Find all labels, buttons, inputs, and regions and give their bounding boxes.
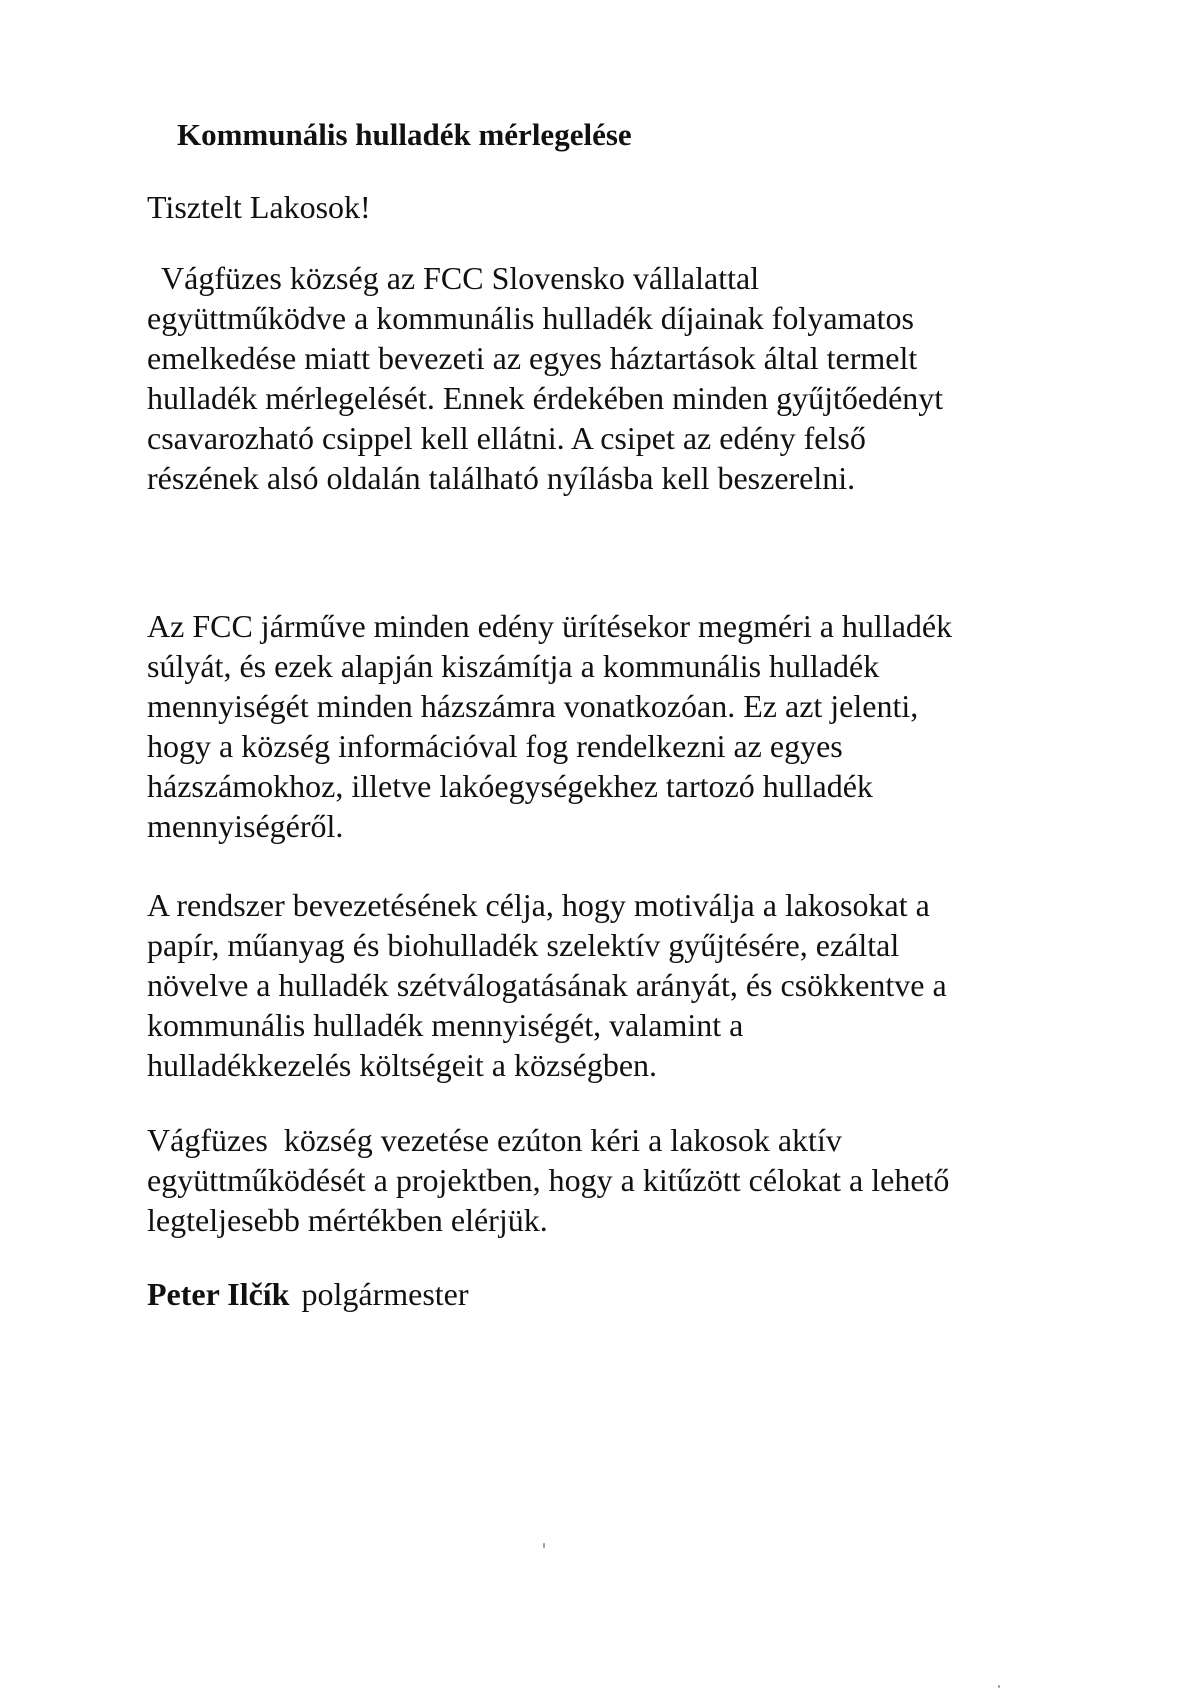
paragraph-line: hulladék mérlegelését. Ennek érdekében minden gyűjtőedényt — [147, 380, 944, 416]
paragraph-line: Vágfüzes község vezetése ezúton kéri a lakosok aktív — [147, 1122, 842, 1158]
signature — [147, 1274, 469, 1314]
paragraph-line: részének alsó oldalán található nyílásba kell beszerelni. — [147, 460, 856, 496]
paragraph-line: A rendszer bevezetésének célja, hogy motiválja a lakosokat a — [147, 887, 930, 923]
salutation: Tisztelt Lakosok! — [147, 189, 371, 225]
paragraph-line: növelve a hulladék szétválogatásának arányát, és csökkentve a — [147, 967, 947, 1003]
paragraph-2 — [147, 606, 952, 846]
paragraph-line: Az FCC járműve minden edény ürítésekor megméri a hulladék — [147, 608, 953, 644]
paragraph-line: együttműködve a kommunális hulladék díjainak folyamatos — [147, 300, 914, 336]
paragraph-line: legteljesebb mértékben elérjük. — [147, 1202, 548, 1238]
paragraph-line: súlyát, és ezek alapján kiszámítja a kommunális hulladék — [147, 648, 880, 684]
paragraph-4 — [147, 1120, 949, 1240]
paragraph-line: papír, műanyag és biohulladék szelektív gyűjtésére, ezáltal — [147, 927, 900, 963]
paragraph-line: mennyiségéről. — [147, 808, 344, 844]
paragraph-line: házszámokhoz, illetve lakóegységekhez tartozó hulladék — [147, 768, 873, 804]
paragraph-line: csavarozható csippel kell ellátni. A csipet az edény felső — [147, 420, 866, 456]
paragraph-line: mennyiségét minden házszámra vonatkozóan. Ez azt jelenti, — [147, 688, 919, 724]
paragraph-line: emelkedése miatt bevezeti az egyes háztartások által termelt — [147, 340, 918, 376]
scan-speck — [998, 1685, 1000, 1688]
paragraph-line: együttműködését a projektben, hogy a kitűzött célokat a lehető — [147, 1162, 950, 1198]
paragraph-line: kommunális hulladék mennyiségét, valamint a — [147, 1007, 744, 1043]
scan-speck — [543, 1543, 545, 1548]
paragraph-1 — [147, 258, 943, 498]
signature-name: Peter Ilčík — [147, 1276, 290, 1312]
signature-role: polgármester — [301, 1276, 469, 1312]
paragraph-line: hogy a község információval fog rendelkezni az egyes — [147, 728, 843, 764]
paragraph-line: Vágfüzes község az FCC Slovensko vállalattal — [161, 260, 760, 296]
document-title: Kommunális hulladék mérlegelése — [177, 117, 632, 152]
paragraph-3 — [147, 885, 947, 1085]
paragraph-line: hulladékkezelés költségeit a községben. — [147, 1047, 658, 1083]
